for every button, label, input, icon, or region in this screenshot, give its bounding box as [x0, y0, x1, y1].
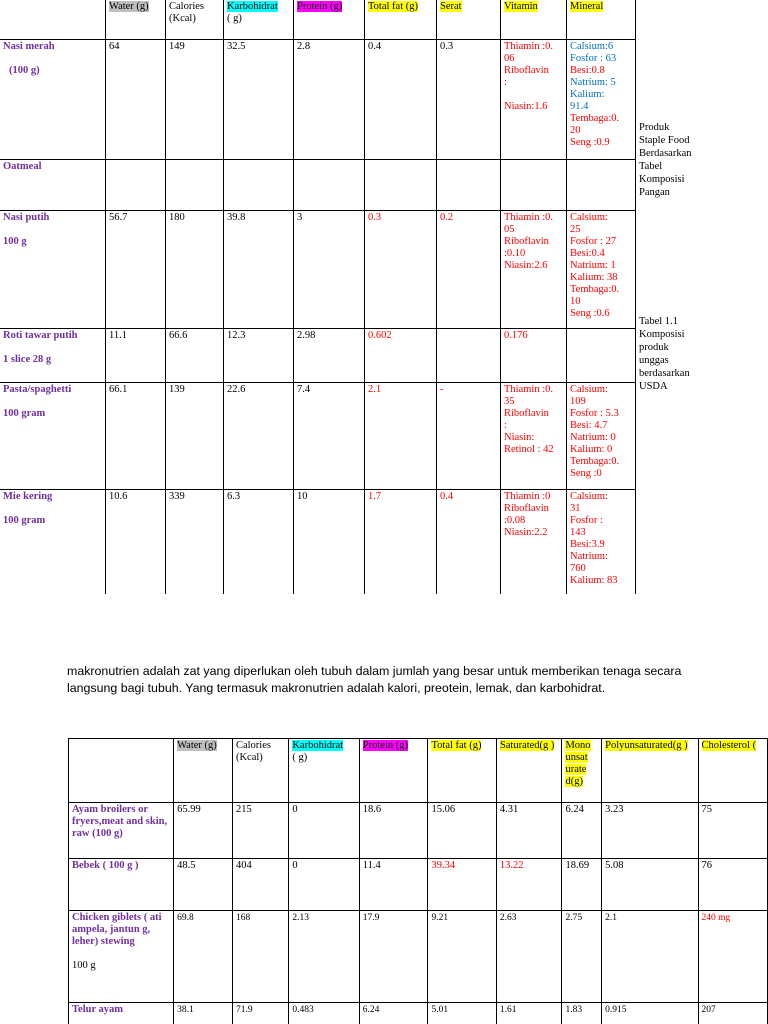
header-label: Total fat (g) — [368, 1, 418, 12]
calories-value: 71.9 — [232, 1003, 288, 1024]
water-value: 69.8 — [174, 911, 233, 1003]
text-line: Calsium: — [570, 384, 608, 395]
karbo-value: 12.3 — [224, 329, 294, 383]
text-line: Niasin: — [504, 432, 535, 443]
side-note-table-caption — [639, 315, 709, 393]
header-empty — [69, 739, 174, 803]
karbo-value: 6.3 — [224, 490, 294, 595]
empty-cell — [567, 160, 636, 211]
poly-value: 5.08 — [602, 859, 698, 911]
mono-value: 2.75 — [562, 911, 602, 1003]
header-polyunsaturated — [602, 739, 698, 803]
table-row — [0, 211, 636, 329]
text-line: 143 — [570, 527, 586, 538]
protein-value: 17.9 — [359, 911, 428, 1003]
text-line: (100 g) — [9, 65, 40, 76]
karbo-value: 2.13 — [289, 911, 359, 1003]
text-line: Thiamin :0. — [504, 212, 553, 223]
text-line: Mie kering — [3, 491, 53, 502]
text-line: Natrium: 0 — [570, 432, 616, 443]
text-line: 100 g — [72, 960, 96, 971]
calories-value: 339 — [166, 490, 224, 595]
text-line: Fosfor : 5.3 — [570, 408, 619, 419]
text-line: Riboflavin — [504, 408, 549, 419]
fat-value: 39.34 — [428, 859, 496, 911]
table-row — [69, 803, 768, 859]
water-value: 56.7 — [106, 211, 166, 329]
header-total-fat — [428, 739, 496, 803]
protein-value: 10 — [294, 490, 365, 595]
text-line: Natrium: 5 — [570, 77, 616, 88]
text-line: Thiamin :0 — [504, 491, 551, 502]
text-line: Niasin:2.2 — [504, 527, 548, 538]
vitamin-value — [501, 383, 567, 490]
empty-cell — [437, 160, 501, 211]
text-line: Kalium: — [570, 89, 605, 100]
fat-value: 9.21 — [428, 911, 496, 1003]
text-line: 31 — [570, 503, 581, 514]
header-label: Protein (g) — [297, 1, 343, 12]
saturated-value: 4.31 — [496, 803, 562, 859]
header-water — [174, 739, 233, 803]
text-line: Fosfor : 63 — [570, 53, 617, 64]
table-row — [69, 1003, 768, 1024]
fat-value: 2.1 — [365, 383, 437, 490]
protein-value: 3 — [294, 211, 365, 329]
mono-value: 6.24 — [562, 803, 602, 859]
text-line: Riboflavin — [504, 503, 549, 514]
header-label: Saturated(g ) — [499, 740, 555, 751]
vitamin-value — [501, 211, 567, 329]
header-water — [106, 0, 166, 40]
text-line: Besi:0.8 — [570, 65, 605, 76]
text-line: Seng :0 — [570, 468, 602, 479]
text-line: :0.10 — [504, 248, 526, 259]
table-row — [0, 40, 636, 160]
header-label: Total fat (g) — [431, 740, 482, 751]
karbo-value: 0.483 — [289, 1003, 359, 1024]
text-line: Thiamin :0. — [504, 384, 553, 395]
text-line: Thiamin :0. — [504, 41, 553, 52]
mineral-value — [567, 329, 636, 383]
karbo-value: 0 — [289, 859, 359, 911]
empty-cell — [501, 160, 567, 211]
chol-value: 75 — [698, 803, 767, 859]
water-value: 10.6 — [106, 490, 166, 595]
empty-cell — [294, 160, 365, 211]
vitamin-value — [501, 490, 567, 595]
header-label: Karbohidrat — [292, 740, 344, 751]
text-line: Tembaga:0. — [570, 284, 620, 295]
protein-value: 6.24 — [359, 1003, 428, 1024]
header-karbohidrat — [289, 739, 359, 803]
text-line: Retinol : 42 — [504, 444, 554, 455]
text-line: Natrium: — [570, 551, 608, 562]
header-mineral — [567, 0, 636, 40]
water-value: 38.1 — [174, 1003, 233, 1024]
text-line: 20 — [570, 125, 581, 136]
table-header-row — [0, 0, 636, 40]
text-line: Tabel — [639, 161, 663, 172]
poultry-table — [68, 738, 768, 1024]
header-karbohidrat — [224, 0, 294, 40]
vitamin-value — [501, 40, 567, 160]
text-line: Pangan — [639, 187, 670, 198]
text-line: Niasin:1.6 — [504, 101, 548, 112]
karbo-value: 0 — [289, 803, 359, 859]
text-line: : — [504, 420, 507, 431]
text-line: 91.4 — [570, 101, 589, 112]
vitamin-value: 0.176 — [501, 329, 567, 383]
header-vitamin — [501, 0, 567, 40]
text-line: Nasi merah — [3, 41, 55, 52]
header-monounsaturated — [562, 739, 602, 803]
serat-value — [437, 329, 501, 383]
saturated-value: 13.22 — [496, 859, 562, 911]
saturated-value: 1.61 — [496, 1003, 562, 1024]
text-line: 1 slice 28 g — [3, 354, 52, 365]
text-line: Fosfor : 27 — [570, 236, 617, 247]
header-saturated — [496, 739, 562, 803]
table-2-container — [68, 738, 768, 1024]
food-name: Bebek ( 100 g ) — [69, 859, 174, 911]
mineral-value — [567, 383, 636, 490]
text-line: Roti tawar putih — [3, 330, 78, 341]
table-1-container — [0, 0, 640, 594]
saturated-value: 2.63 — [496, 911, 562, 1003]
table-row — [69, 859, 768, 911]
text-line: Riboflavin — [504, 236, 549, 247]
table-header-row — [69, 739, 768, 803]
header-serat — [437, 0, 501, 40]
text-line: Komposisi — [639, 174, 685, 185]
food-name: Ayam broilers or fryers,meat and skin, raw (100 g) — [69, 803, 174, 859]
text-line: Besi:0.4 — [570, 248, 605, 259]
text-line: Nasi putih — [3, 212, 50, 223]
text-line: Niasin:2.6 — [504, 260, 548, 271]
text-line: Produk — [639, 122, 670, 133]
chol-value: 240 mg — [698, 911, 767, 1003]
fat-value: 15.06 — [428, 803, 496, 859]
text-line: Besi: 4.7 — [570, 420, 608, 431]
text-line: 760 — [570, 563, 586, 574]
header-calories: Calories (Kcal) — [232, 739, 288, 803]
header-total-fat — [365, 0, 437, 40]
empty-cell — [224, 160, 294, 211]
macronutrient-paragraph: makronutrien adalah zat yang diperlukan oleh tubuh dalam jumlah yang besar untuk memberikan tenaga secara langsung bagi tubuh. Yang termasuk makronutrien adalah kalori, preotein, lemak, dan karbohidrat. — [67, 664, 682, 695]
text-line: Tabel 1.1 — [639, 316, 678, 327]
food-name — [0, 211, 106, 329]
table-row — [0, 383, 636, 490]
table-row — [69, 911, 768, 1003]
fat-value: 0.4 — [365, 40, 437, 160]
water-value: 66.1 — [106, 383, 166, 490]
header-cholesterol — [698, 739, 767, 803]
text-line: berdasarkan — [639, 368, 690, 379]
text-line: USDA — [639, 381, 668, 392]
water-value: 48.5 — [174, 859, 233, 911]
text-line: Calsium: — [570, 491, 608, 502]
food-name — [0, 329, 106, 383]
text-line: 25 — [570, 224, 581, 235]
text-line: unggas — [639, 355, 669, 366]
food-name — [69, 911, 174, 1003]
protein-value: 11.4 — [359, 859, 428, 911]
text-line: 100 gram — [3, 408, 46, 419]
text-line: 10 — [570, 296, 581, 307]
text-line: Kalium: 0 — [570, 444, 613, 455]
fat-value: 0.3 — [365, 211, 437, 329]
header-label: Mono unsat urate d(g) — [565, 740, 591, 787]
text-line: Calsium: — [570, 212, 608, 223]
table-row — [0, 160, 636, 211]
calories-value: 215 — [232, 803, 288, 859]
chol-value: 207 — [698, 1003, 767, 1024]
empty-cell — [166, 160, 224, 211]
text-line: Chicken giblets ( ati ampela, jantun g, leher) stewing — [72, 912, 162, 947]
text-line: Seng :0.6 — [570, 308, 610, 319]
text-line: Staple Food — [639, 135, 690, 146]
text-line: Pasta/spaghetti — [3, 384, 72, 395]
text-line: : — [504, 77, 507, 88]
text-line: Tembaga:0. — [570, 113, 620, 124]
protein-value: 7.4 — [294, 383, 365, 490]
serat-value: 0.3 — [437, 40, 501, 160]
text-line: 05 — [504, 224, 515, 235]
calories-value: 404 — [232, 859, 288, 911]
serat-value: - — [437, 383, 501, 490]
water-value: 64 — [106, 40, 166, 160]
karbo-value: 22.6 — [224, 383, 294, 490]
mono-value: 1.83 — [562, 1003, 602, 1024]
empty-cell — [365, 160, 437, 211]
chol-value: 76 — [698, 859, 767, 911]
text-line: :0.08 — [504, 515, 526, 526]
poly-value: 0.915 — [602, 1003, 698, 1024]
header-empty — [0, 0, 106, 40]
food-name — [0, 490, 106, 595]
text-line: 35 — [504, 396, 515, 407]
text-line: Komposisi — [639, 329, 685, 340]
header-label: Water (g) — [177, 740, 217, 751]
protein-value: 2.8 — [294, 40, 365, 160]
header-protein — [359, 739, 428, 803]
calories-value: 180 — [166, 211, 224, 329]
poly-value: 3.23 — [602, 803, 698, 859]
poly-value: 2.1 — [602, 911, 698, 1003]
text-line: Natrium: 1 — [570, 260, 616, 271]
text-line: Kalium: 38 — [570, 272, 618, 283]
text-line: 100 g — [3, 236, 27, 247]
mineral-value — [567, 490, 636, 595]
protein-value: 2.98 — [294, 329, 365, 383]
text-line: Kalium: 83 — [570, 575, 618, 586]
protein-value: 18.6 — [359, 803, 428, 859]
fat-value: 1.7 — [365, 490, 437, 595]
header-label: Protein (g) — [362, 740, 408, 751]
water-value: 11.1 — [106, 329, 166, 383]
water-value: 65.99 — [174, 803, 233, 859]
text-line: Calsium:6 — [570, 41, 614, 52]
staple-food-table — [0, 0, 636, 594]
calories-value: 139 — [166, 383, 224, 490]
mineral-value — [567, 211, 636, 329]
karbo-value: 39.8 — [224, 211, 294, 329]
empty-cell — [106, 160, 166, 211]
text-line: 100 gram — [3, 515, 46, 526]
text-line: 109 — [570, 396, 586, 407]
text-line: Besi:3.9 — [570, 539, 605, 550]
karbo-value: 32.5 — [224, 40, 294, 160]
header-calories: Calories (Kcal) — [166, 0, 224, 40]
text-line: Fosfor : — [570, 515, 603, 526]
food-name: Telur ayam — [69, 1003, 174, 1024]
serat-value: 0.4 — [437, 490, 501, 595]
fat-value: 0.602 — [365, 329, 437, 383]
header-label: ( g) — [227, 13, 242, 24]
serat-value: 0.2 — [437, 211, 501, 329]
text-line: 06 — [504, 53, 515, 64]
header-label: Cholesterol ( — [701, 740, 757, 751]
text-line: produk — [639, 342, 669, 353]
mono-value: 18.69 — [562, 859, 602, 911]
header-label: Vitamin — [504, 1, 538, 12]
table-row — [0, 329, 636, 383]
header-label: Karbohidrat — [227, 1, 278, 12]
food-name — [0, 383, 106, 490]
text-line: Seng :0.9 — [570, 137, 610, 148]
fat-value: 5.01 — [428, 1003, 496, 1024]
mineral-value — [567, 40, 636, 160]
header-label: Serat — [440, 1, 462, 12]
header-label: Water (g) — [109, 1, 149, 12]
food-name: Oatmeal — [0, 160, 106, 211]
header-label: ( g) — [292, 752, 308, 763]
calories-value: 66.6 — [166, 329, 224, 383]
header-label: Polyunsaturated(g ) — [605, 740, 688, 751]
header-protein — [294, 0, 365, 40]
food-name — [0, 40, 106, 160]
text-line: Riboflavin — [504, 65, 549, 76]
side-note-staple-food — [639, 121, 709, 199]
table-row — [0, 490, 636, 595]
calories-value: 168 — [232, 911, 288, 1003]
text-line: Tembaga:0. — [570, 456, 620, 467]
header-label: Mineral — [570, 1, 604, 12]
text-line: Berdasarkan — [639, 148, 692, 159]
calories-value: 149 — [166, 40, 224, 160]
